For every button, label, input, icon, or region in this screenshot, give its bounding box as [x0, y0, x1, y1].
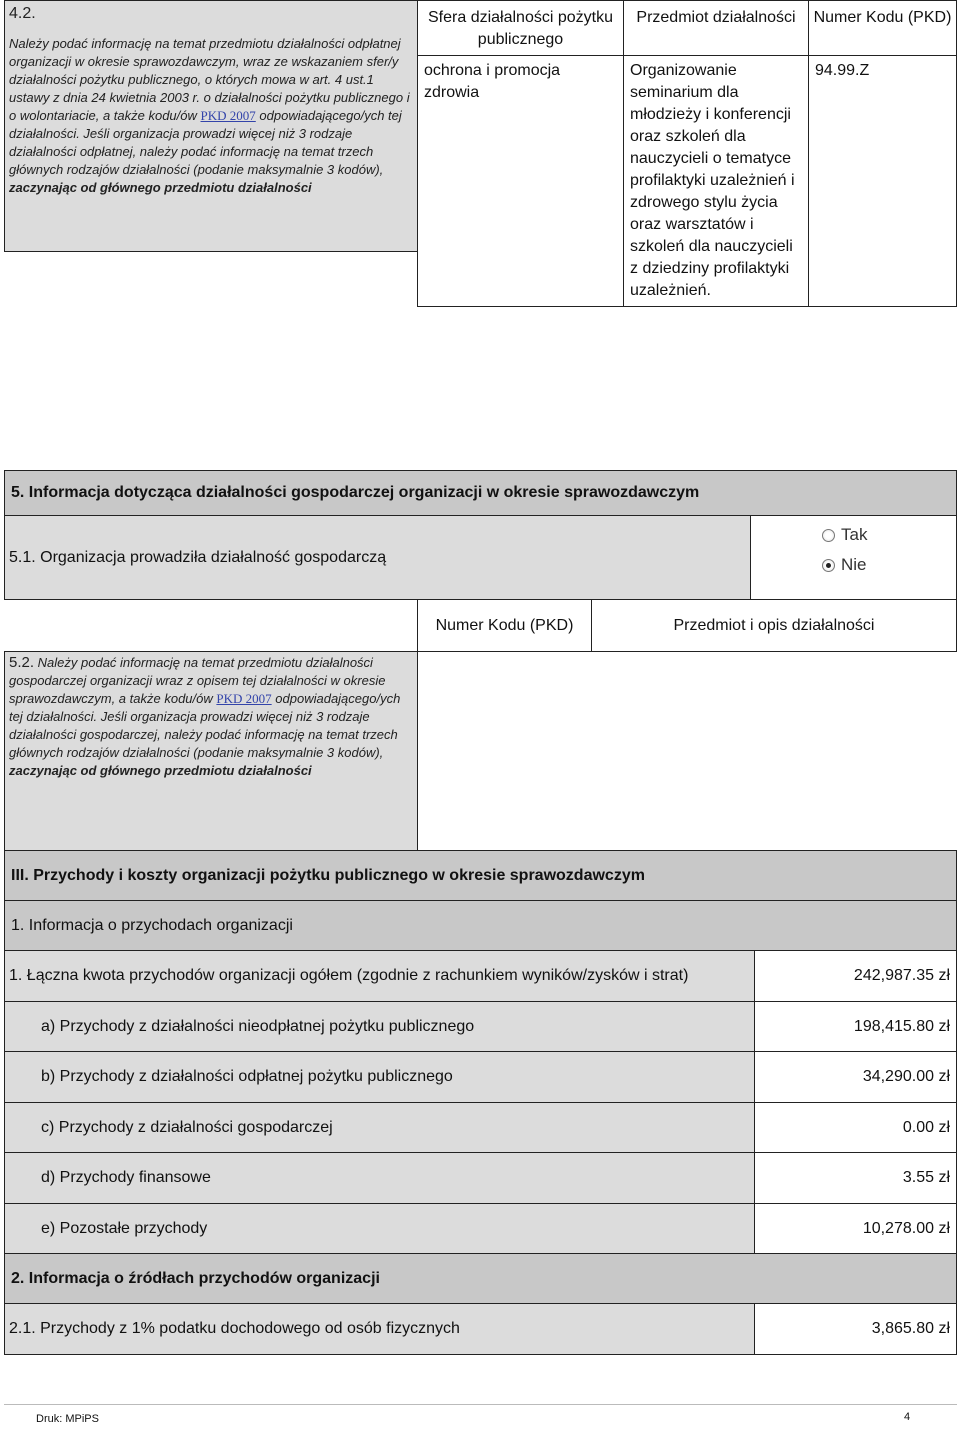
- radio-nie-label: Nie: [841, 555, 867, 574]
- income-row-label: d) Przychody finansowe: [4, 1152, 755, 1204]
- footer-druk: Druk: MPiPS: [36, 1413, 99, 1425]
- income-row-amount: 3.55 zł: [754, 1152, 957, 1204]
- section-4-2-text-b: odpowiadającego/ych tej działalności. Jeśli organizacja prowadzi więcej niż 3 rodzaje działalności odpłatnej, należy podać informację na temat trzech głównych rodzajów działalności (podanie maksymalnie 3 kodów),: [9, 108, 402, 177]
- income-row-label: a) Przychody z działalności nieodpłatnej pożytku publicznego: [4, 1001, 755, 1052]
- radio-tak-label: Tak: [841, 525, 868, 544]
- sfera-value: ochrona i promocja zdrowia: [424, 62, 561, 101]
- section-5-2-description: [4, 651, 418, 851]
- income-row-amount: 10,278.00 zł: [754, 1203, 957, 1254]
- cell-przedmiot-value: [623, 55, 809, 307]
- income-1-percent-label: 2.1. Przychody z 1% podatku dochodowego od osób fizycznych: [4, 1303, 755, 1355]
- col-header-kod: Numer Kodu (PKD): [808, 0, 957, 56]
- radio-tak[interactable]: [822, 525, 867, 545]
- income-row-amount: 242,987.35 zł: [754, 950, 957, 1002]
- section-4-2-text-a: Należy podać informację na temat przedmiotu działalności odpłatnej organizacji w okresie sprawozdawczym, wraz ze wskazaniem sfer/y działalności pożytku publicznego, o których mowa w art. 4 ust.1 ustawy z dnia 24 kwietnia 2003 r. o działalności pożytku publicznego i o wolontariacie, a także kodu/ów: [9, 36, 410, 123]
- income-row-amount: 0.00 zł: [754, 1102, 957, 1153]
- radio-nie[interactable]: [822, 555, 867, 575]
- section-3-sub2: 2. Informacja o źródłach przychodów organizacji: [4, 1253, 957, 1304]
- section-3-title: III. Przychody i koszty organizacji pożytku publicznego w okresie sprawozdawczym: [4, 850, 957, 901]
- pkd-2007-link[interactable]: PKD 2007: [200, 108, 256, 123]
- kod-value: 94.99.Z: [815, 62, 870, 79]
- income-row-label: 1. Łączna kwota przychodów organizacji ogółem (zgodnie z rachunkiem wyników/zysków i strat): [4, 950, 755, 1002]
- cell-kod-value: [808, 55, 957, 307]
- section-5-2-number: 5.2.: [9, 654, 35, 671]
- section-5-2-text-b: odpowiadającego/ych tej działalności. Jeśli organizacja prowadzi więcej niż 3 rodzaje działalności gospodarczej, należy podać informację na temat trzech głównych rodzajów działalności (podanie maksymalnie 3 kodów),: [9, 691, 401, 760]
- section-4-2-number: 4.2.: [9, 5, 36, 22]
- section-4-2-description: [4, 0, 418, 252]
- income-row-label: b) Przychody z działalności odpłatnej pożytku publicznego: [4, 1051, 755, 1103]
- income-row-amount: 198,415.80 zł: [754, 1001, 957, 1052]
- income-1-percent-amount: 3,865.80 zł: [754, 1303, 957, 1355]
- cell-sfera-value: [417, 55, 624, 307]
- section-3-sub1: 1. Informacja o przychodach organizacji: [4, 900, 957, 951]
- pkd-2007-link-5[interactable]: PKD 2007: [216, 691, 272, 706]
- income-row-label: e) Pozostałe przychody: [4, 1203, 755, 1254]
- income-row-label: c) Przychody z działalności gospodarczej: [4, 1102, 755, 1153]
- section-5-2-text-a: Należy podać informację na temat przedmiotu działalności gospodarczej organizacji wraz z opisem tej działalności w okresie sprawozdawczym, a także kodu/ów: [9, 655, 386, 706]
- col-header-opis-5: Przedmiot i opis działalności: [591, 599, 957, 652]
- question-5-1: 5.1. Organizacja prowadziła działalność gospodarczą: [4, 515, 751, 600]
- income-row-amount: 34,290.00 zł: [754, 1051, 957, 1103]
- section-5-title: 5. Informacja dotycząca działalności gospodarczej organizacji w okresie sprawozdawczym: [4, 470, 957, 516]
- footer-divider: [4, 1404, 957, 1405]
- col-header-sfera: Sfera działalności pożytku publicznego: [417, 0, 624, 56]
- przedmiot-value: Organizowanie seminarium dla młodzieży i konferencji oraz szkoleń dla nauczycieli o tematyce profilaktyki uzależnień i zdrowego stylu życia oraz warsztatów i szkoleń dla nauczycieli z dziedziny profilaktyki uzależnień.: [630, 62, 795, 299]
- section-5-2-text-bold: zaczynając od głównego przedmiotu działalności: [9, 763, 312, 778]
- col-header-kod-5: Numer Kodu (PKD): [417, 599, 592, 652]
- radio-tak-button[interactable]: [822, 529, 835, 542]
- page-number: 4: [904, 1411, 911, 1423]
- section-4-2-text-bold: zaczynając od głównego przedmiotu działalności: [9, 180, 312, 195]
- col-header-przedmiot: Przedmiot działalności: [623, 0, 809, 56]
- radio-nie-button[interactable]: [822, 559, 835, 572]
